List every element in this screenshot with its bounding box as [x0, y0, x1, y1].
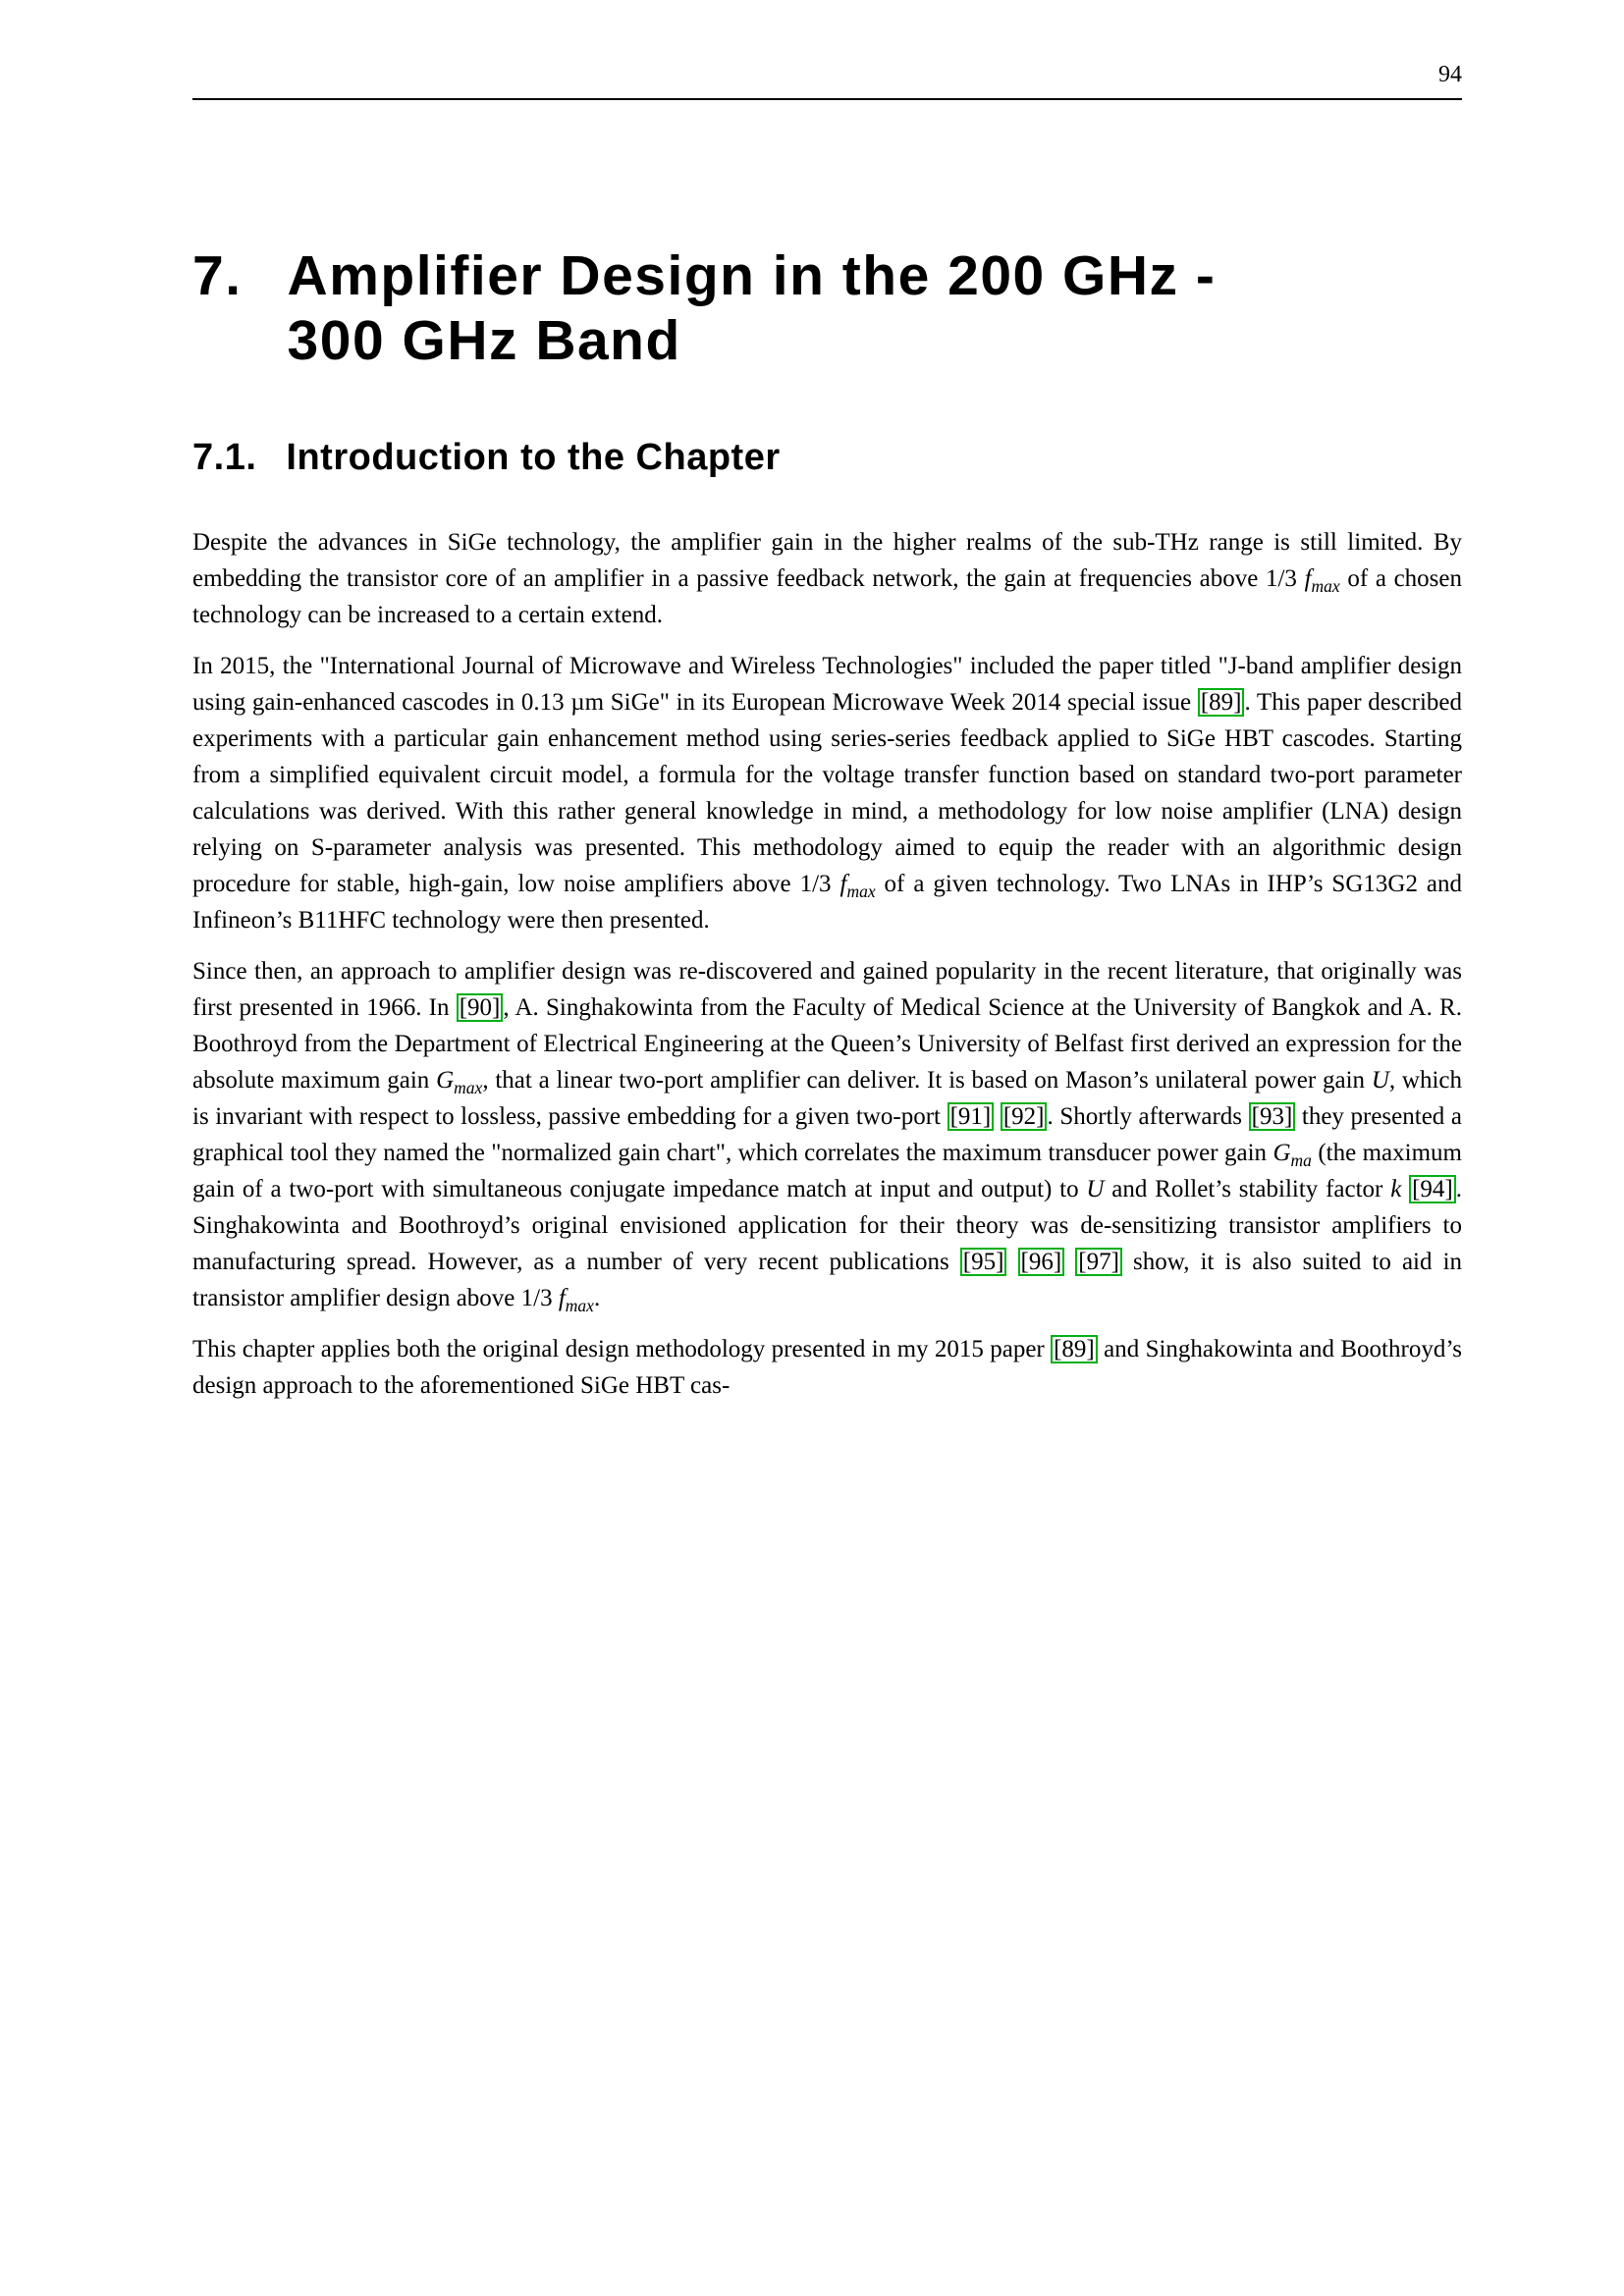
math-subscript: ma — [1290, 1149, 1312, 1170]
page-header — [192, 61, 1462, 100]
math-symbol: G — [436, 1066, 455, 1094]
header-rule — [192, 98, 1462, 100]
body-text — [192, 524, 1462, 1404]
section-heading — [192, 436, 1462, 481]
math-symbol: U — [1086, 1175, 1105, 1202]
paragraph: Despite the advances in SiGe technology, the amplifier gain in the higher realms of the sub-THz range is still limited. By embedding the transistor core of an amplifier in a passive feedback network, the gain at frequencies above 1/3 $f_{max}$ of a chosen technology can be increased to a certain extend. — [192, 528, 1463, 628]
citation-link[interactable]: [94] — [1409, 1175, 1456, 1204]
chapter-title — [288, 243, 1462, 373]
citation-link[interactable]: [91] — [947, 1102, 995, 1132]
citation-link[interactable]: [93] — [1249, 1102, 1296, 1132]
citation-link[interactable]: [89] — [1198, 688, 1245, 718]
section-number: 7.1. — [192, 437, 257, 479]
paragraph: In 2015, the "International Journal of Microwave and Wireless Technologies" included the paper titled "J-band amplifier design using gain-enhanced cascodes in 0.13 µm SiGe" in its European Microwave Week 2014 special issue [89] . This paper described experiments with a particular gain enhancement method using series-series feedback applied to SiGe HBT cascodes. Starting from a simplified equivalent circuit model, a formula for the voltage transfer function based on standard two-port parameter calculations was derived. With this rather general knowledge in mind, a methodology for low noise amplifier (LNA) design relying on S-parameter analysis was presented. This methodology aimed to equip the reader with an algorithmic design procedure for stable, high-gain, low noise amplifiers above 1/3 $f_{max}$ of a given technology. Two LNAs in IHP’s SG13G2 and Infineon’s B11HFC technology were then presented. — [192, 652, 1462, 934]
chapter-number: 7. — [192, 244, 243, 307]
math-symbol: f — [1304, 564, 1312, 592]
math-symbol: f — [839, 870, 847, 897]
citation-link[interactable]: [97] — [1075, 1248, 1122, 1277]
math-symbol: G — [1272, 1139, 1291, 1166]
page-number: 94 — [1438, 62, 1462, 87]
chapter-heading — [192, 243, 1462, 373]
math-symbol: k — [1390, 1175, 1402, 1202]
paragraph: Since then, an approach to amplifier design was re-discovered and gained popularity in the recent literature, that originally was first presented in 1966. In [90] , A. Singhakowinta from the Faculty of Medical Science at the University of Bangkok and A. R. Boothroyd from the Department of Electrical Engineering at the Queen’s University of Belfast first derived an expression for the absolute maximum gain $G_{max}$, that a linear two-port amplifier can deliver. It is based on Mason’s unilateral power gain U, which is invariant with respect to lossless, passive embedding for a given two-port [91] [92] . Shortly afterwards [93] they presented a graphical tool they named the "normalized gain chart", which correlates the maximum transducer power gain $G_{ma}$ (the maximum gain of a two-port with simultaneous conjugate impedance match at input and output) to U and Rollet’s stability factor k [94] . Singhakowinta and Boothroyd’s original envisioned application for their theory was de-sensitizing transistor amplifiers to manufacturing spread. However, as a number of very recent publications [95] [96] [97] show, it is also suited to aid in transistor amplifier design above 1/3 $f_{max}$. — [192, 957, 1463, 1315]
section-title: Introduction to the Chapter — [286, 437, 781, 479]
citation-link[interactable]: [89] — [1051, 1335, 1098, 1364]
math-subscript: max — [846, 881, 876, 901]
citation-link[interactable]: [95] — [960, 1248, 1007, 1277]
citation-link[interactable]: [96] — [1018, 1248, 1065, 1277]
chapter-title-line1: Amplifier Design in the 200 GHz - — [287, 244, 1217, 307]
math-symbol: f — [558, 1284, 566, 1311]
math-subscript: max — [565, 1295, 594, 1315]
citation-link[interactable]: [90] — [457, 993, 504, 1023]
chapter-title-line2: 300 GHz Band — [287, 309, 681, 373]
citation-link[interactable]: [92] — [1001, 1102, 1048, 1132]
math-subscript: max — [1311, 575, 1340, 596]
math-symbol: U — [1371, 1066, 1389, 1094]
paragraph: This chapter applies both the original design methodology presented in my 2015 paper [89] and Singhakowinta and Boothroyd’s design approach to the aforementioned SiGe HBT cas- — [192, 1335, 1462, 1399]
math-subscript: max — [454, 1077, 483, 1097]
